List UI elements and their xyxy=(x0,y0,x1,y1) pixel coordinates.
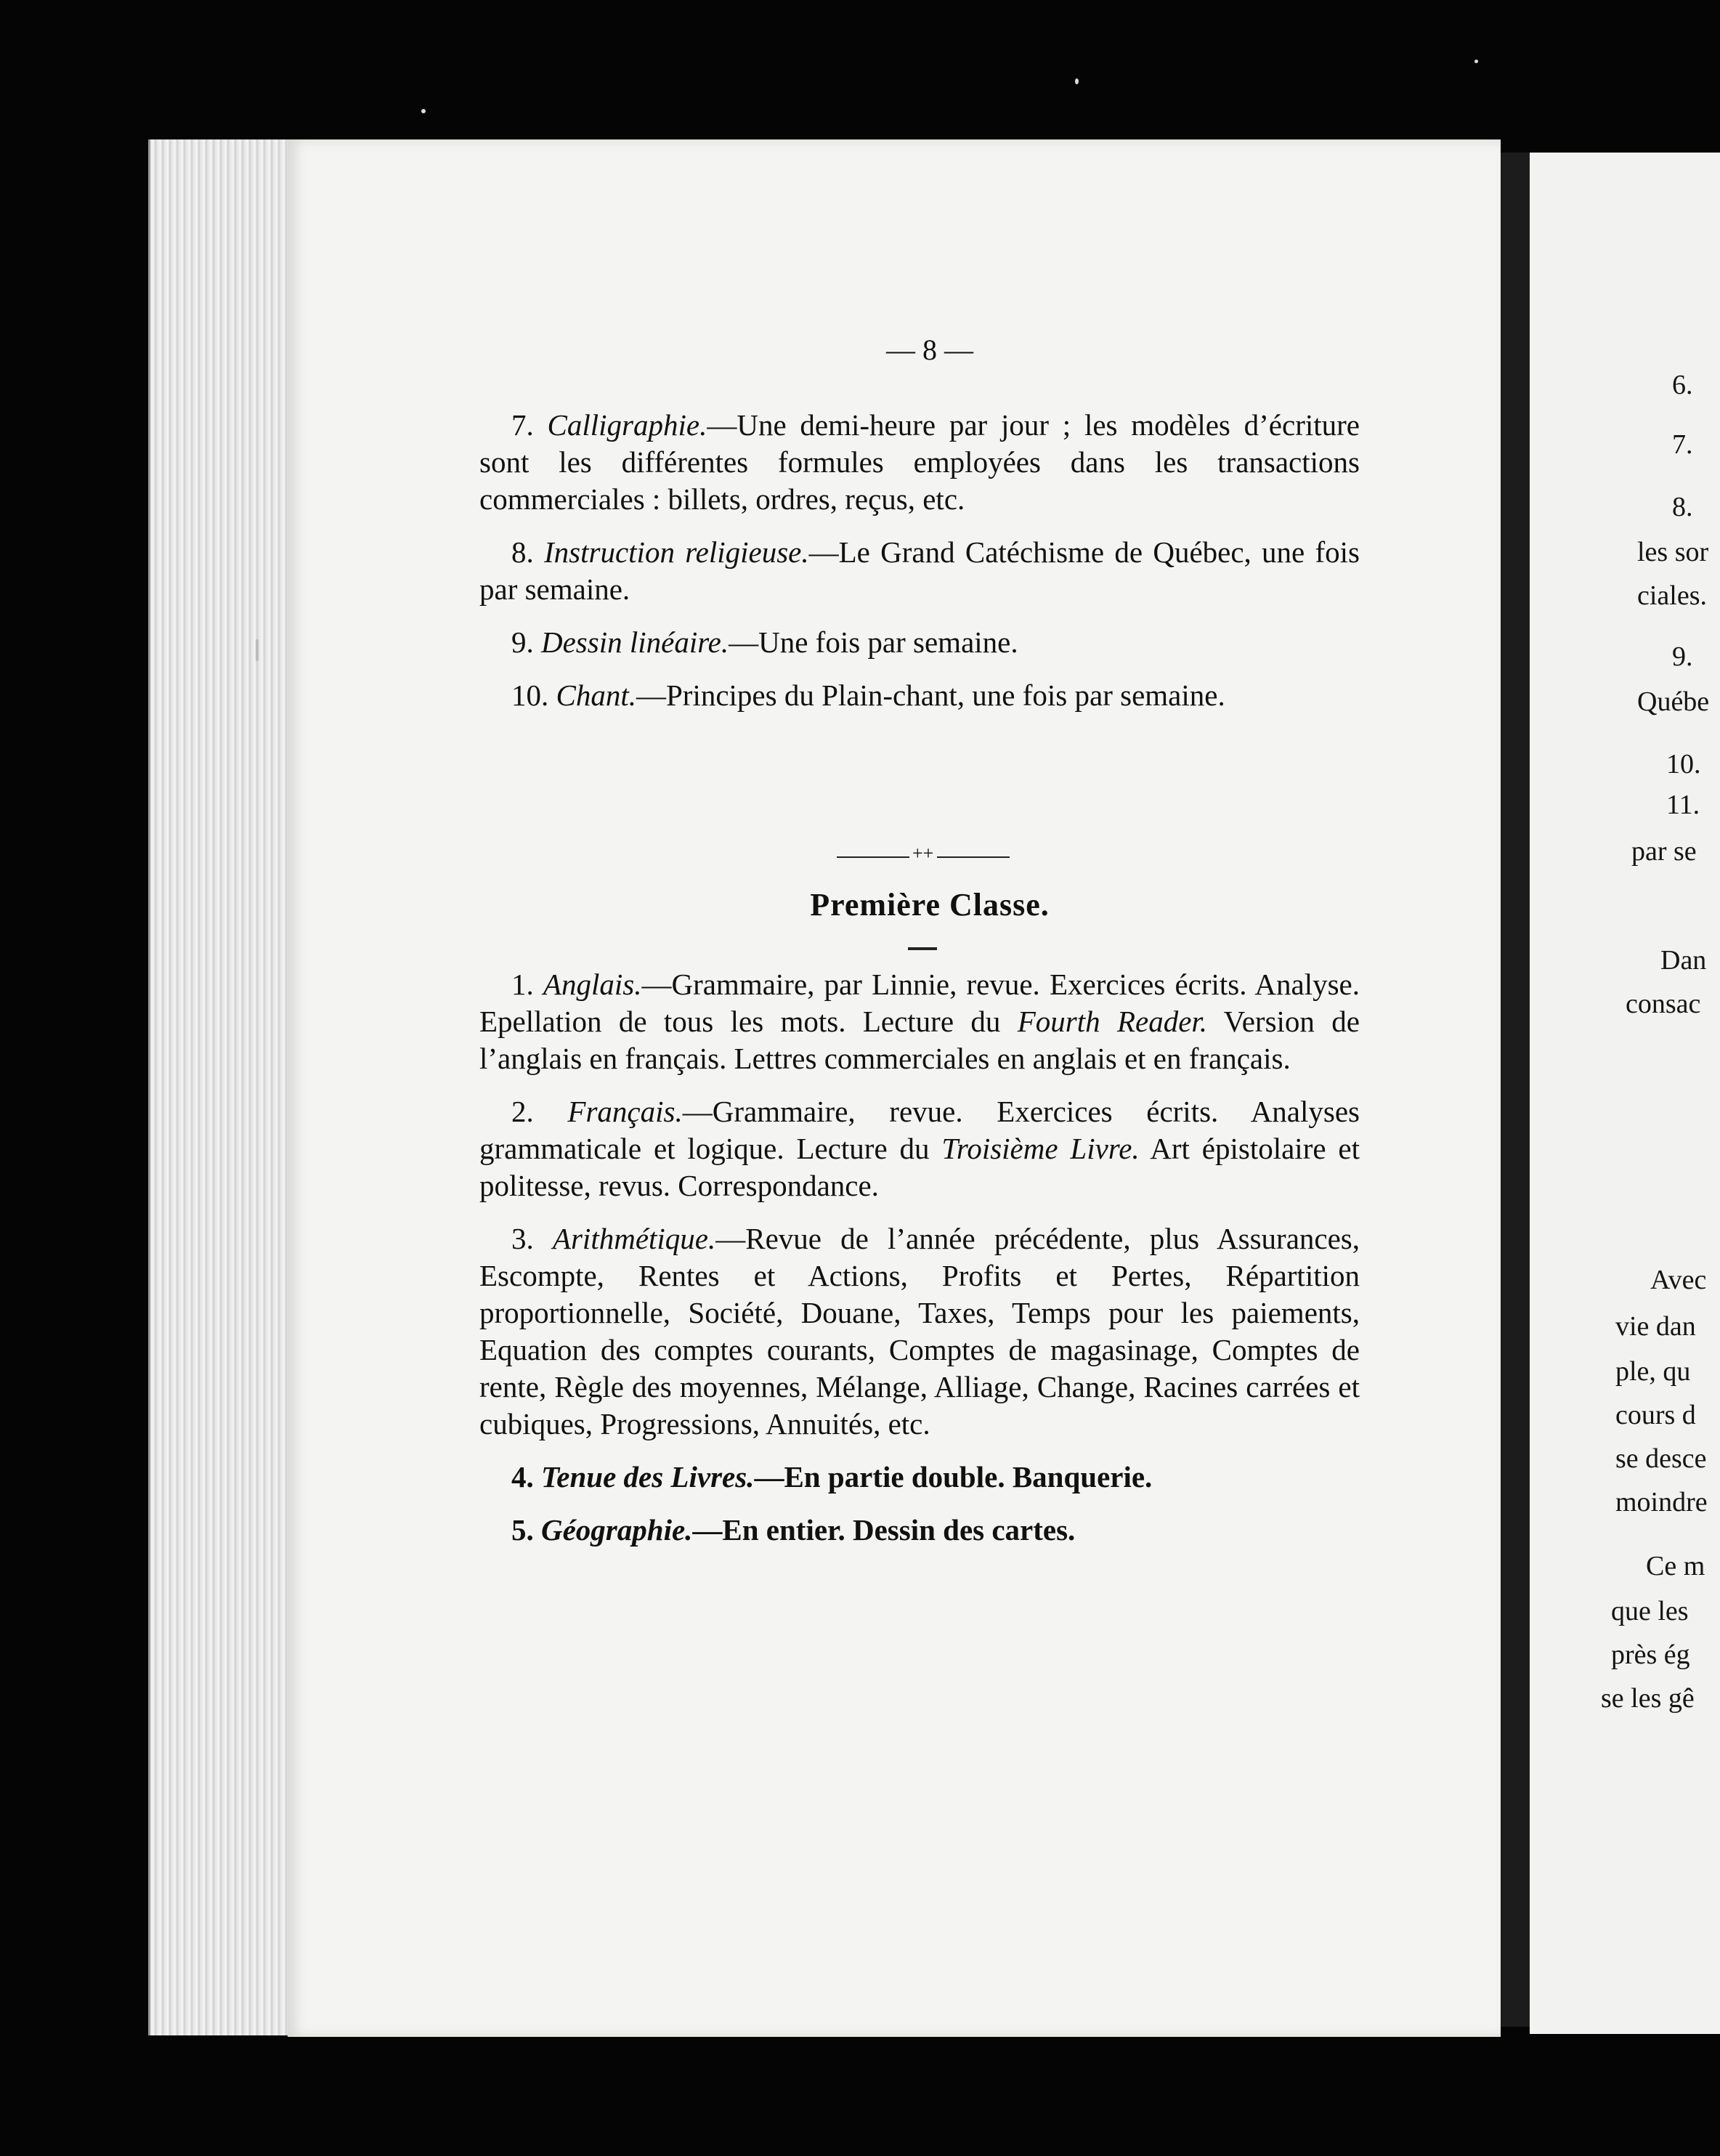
scan-speck xyxy=(256,639,259,661)
item-number: 10. xyxy=(511,678,549,712)
item-body: —Grammaire, par Linnie, revue. Exercices écrits. Analyse. Epellation de tous les mots. Lecture du xyxy=(479,968,1360,1038)
right-fragment: 9. xyxy=(1672,641,1693,672)
item-title: Arithmétique. xyxy=(552,1222,716,1255)
item-title: Anglais. xyxy=(543,968,642,1001)
heading-dash xyxy=(908,947,937,950)
right-fragment: ciales. xyxy=(1637,580,1708,611)
item-body-continued: Version de l’anglais en français. Lettres commerciales en anglais et en français. xyxy=(479,1005,1360,1075)
right-fragment: près ég xyxy=(1611,1640,1690,1670)
list-item xyxy=(479,677,1360,714)
list-item xyxy=(479,966,1360,1077)
page-number: — 8 — xyxy=(886,333,973,366)
divider-line-left xyxy=(837,856,909,858)
right-fragment: cours d xyxy=(1615,1400,1696,1430)
curriculum-list-top xyxy=(479,407,1360,730)
right-fragment: Dan xyxy=(1660,945,1707,976)
section-title: Première Classe. xyxy=(810,887,1050,923)
scan-speck xyxy=(1474,60,1478,63)
list-item xyxy=(479,1459,1360,1496)
list-item xyxy=(479,1512,1360,1549)
right-fragment: Avec xyxy=(1650,1265,1707,1295)
item-title-inline: Fourth Reader. xyxy=(1017,1005,1208,1038)
right-fragment: 10. xyxy=(1666,749,1701,779)
right-fragment: consac xyxy=(1626,989,1701,1019)
right-fragment: ple, qu xyxy=(1615,1356,1691,1387)
list-item xyxy=(479,1220,1360,1443)
curriculum-list-bottom xyxy=(479,966,1360,1565)
item-title: Calligraphie. xyxy=(547,408,707,442)
section-divider xyxy=(837,843,1010,864)
scan-speck xyxy=(421,109,426,113)
item-number: 1. xyxy=(511,968,534,1001)
list-item xyxy=(479,534,1360,608)
item-title: Géographie. xyxy=(541,1513,693,1547)
item-number: 3. xyxy=(511,1222,534,1255)
right-fragment: 7. xyxy=(1672,429,1693,460)
item-body: —Grammaire, revue. Exercices écrits. Analyses grammaticale et logique. Lecture du xyxy=(479,1095,1360,1165)
right-fragment: Québe xyxy=(1637,686,1710,717)
divider-line-right xyxy=(937,856,1010,858)
right-fragment: que les xyxy=(1611,1596,1689,1626)
item-title: Dessin linéaire. xyxy=(541,625,729,659)
right-fragment: se les gê xyxy=(1601,1683,1695,1714)
list-item xyxy=(479,407,1360,518)
item-body: —Le Grand Catéchisme de Québec, une fois par semaine. xyxy=(479,535,1360,606)
item-body: —Une demi-heure par jour ; les modèles d’écriture sont les différentes formules employées dans les transactions commerciales : billets, ordres, reçus, etc. xyxy=(479,408,1360,516)
list-item xyxy=(479,1093,1360,1204)
divider-mark: ++ xyxy=(912,843,934,864)
item-body: —Une fois par semaine. xyxy=(729,625,1018,659)
scan-speck xyxy=(1075,78,1079,84)
right-fragment: Ce m xyxy=(1646,1551,1705,1581)
book-spine xyxy=(1501,153,1530,2027)
item-number: 8. xyxy=(511,535,534,569)
item-number: 2. xyxy=(511,1095,534,1128)
item-number: 5. xyxy=(511,1513,534,1547)
right-fragment: moindre xyxy=(1615,1487,1708,1517)
item-number: 7. xyxy=(511,408,534,442)
right-fragment: 6. xyxy=(1672,370,1693,400)
right-fragment: se desce xyxy=(1615,1443,1707,1474)
item-title: Tenue des Livres. xyxy=(541,1460,755,1494)
item-body: —Principes du Plain-chant, une fois par semaine. xyxy=(636,678,1225,712)
item-body: —En entier. Dessin des cartes. xyxy=(692,1513,1076,1547)
item-title: Français. xyxy=(567,1095,683,1128)
item-title: Instruction religieuse. xyxy=(544,535,809,569)
right-fragment: 8. xyxy=(1672,492,1693,522)
item-number: 4. xyxy=(511,1460,534,1494)
right-page xyxy=(1530,153,1720,2034)
item-body: —En partie double. Banquerie. xyxy=(754,1460,1153,1494)
right-fragment: vie dan xyxy=(1615,1311,1696,1342)
right-fragment: les sor xyxy=(1637,537,1709,567)
page-edges xyxy=(148,139,293,2035)
item-body-continued: Art épistolaire et politesse, revus. Correspondance. xyxy=(479,1132,1360,1202)
item-title: Chant. xyxy=(556,678,636,712)
right-fragment: par se xyxy=(1631,836,1697,867)
item-body: —Revue de l’année précédente, plus Assurances, Escompte, Rentes et Actions, Profits et Pertes, Répartition proportionnelle, Société, Douane, Taxes, Temps pour les paiements, Equation des comptes courants, Comptes de magasinage, Comptes de rente, Règle des moyennes, Mélange, Alliage, Change, Racines carrées et cubiques, Progressions, Annuités, etc. xyxy=(479,1222,1360,1440)
item-number: 9. xyxy=(511,625,534,659)
right-fragment: 11. xyxy=(1666,790,1700,820)
item-title-inline: Troisième Livre. xyxy=(941,1132,1140,1165)
list-item xyxy=(479,624,1360,661)
